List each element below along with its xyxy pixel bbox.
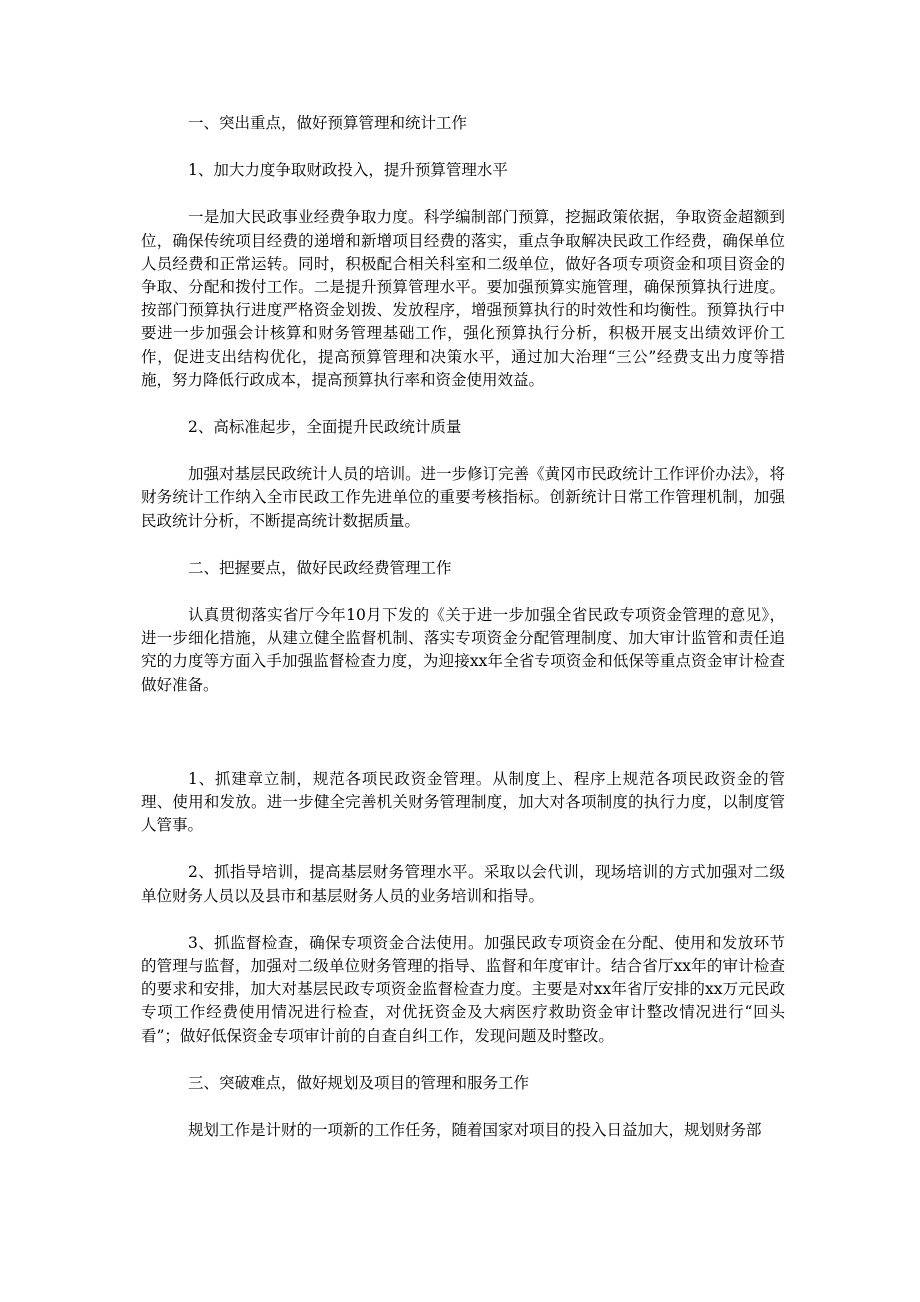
paragraph-planning: 规划工作是计财的一项新的工作任务，随着国家对项目的投入日益加大，规划财务部 — [188, 1121, 762, 1140]
spacer — [141, 1095, 785, 1119]
spacer — [141, 580, 785, 604]
subsection-heading-1-1: 1、加大力度争取财政投入，提升预算管理水平 — [188, 161, 508, 180]
section-heading-1: 一、突出重点，做好预算管理和统计工作 — [188, 114, 468, 132]
spacer — [141, 135, 785, 159]
paragraph-regulations: 1、抓建章立制，规范各项民政资金管理。从制度上、程序上规范各项民政资金的管理、使用和发放。进一步健全完善机关财务管理制度，加大对各项制度的执行力度，以制度管人管事。 — [141, 769, 785, 835]
paragraph-special-funds: 认真贯彻落实省厅今年10月下发的《关于进一步加强全省民政专项资金管理的意见》，进一步细化措施，从建立健全监督机制、落实专项资金分配管理制度、加大审计监管和责任追究的力度等方面入手加强监督检查力度，为迎接xx年全省专项资金和低保等重点资金审计检查做好准备。 — [141, 606, 785, 694]
spacer — [141, 392, 785, 416]
spacer — [141, 837, 785, 861]
spacer — [141, 182, 785, 206]
spacer — [141, 533, 785, 557]
document-body — [141, 112, 785, 1142]
paragraph-supervision: 3、抓监督检查，确保专项资金合法使用。加强民政专项资金在分配、使用和发放环节的管理与监督，加强对二级单位财务管理的指导、监督和年度审计。结合省厅xx年的审计检查的要求和安排，加大对基层民政专项资金监督检查力度。主要是对xx年省厅安排的xx万元民政专项工作经费使用情况进行检查，对优抚资金及大病医疗救助资金审计整改情况进行“回头看”；做好低保资金专项审计前的自查自纠工作，发现问题及时整改。 — [141, 933, 785, 1045]
spacer — [141, 1048, 785, 1072]
paragraph-statistics: 加强对基层民政统计人员的培训。进一步修订完善《黄冈市民政统计工作评价办法》，将财务统计工作纳入全市民政工作先进单位的重要考核指标。创新统计日常工作管理机制，加强民政统计分析，不断提高统计数据质量。 — [141, 465, 785, 530]
paragraph-training: 2、抓指导培训，提高基层财务管理水平。采取以会代训，现场培训的方式加强对二级单位财务人员以及县市和基层财务人员的业务培训和指导。 — [141, 863, 785, 905]
paragraph-budget: 一是加大民政事业经费争取力度。科学编制部门预算，挖掘政策依据，争取资金超额到位，确保传统项目经费的递增和新增项目经费的落实，重点争取解决民政工作经费，确保单位人员经费和正常运转。同时，积极配合相关科室和二级单位，做好各项专项资金和项目资金的争取、分配和拨付工作。二是提升预算管理水平。要加强预算实施管理，确保预算执行进度。按部门预算执行进度严格资金划拨、发放程序，增强预算执行的时效性和均衡性。预算执行中要进一步加强会计核算和财务管理基础工作，强化预算执行分析，积极开展支出绩效评价工作，促进支出结构优化，提高预算管理和决策水平，通过加大治理“三公”经费支出力度等措施，努力降低行政成本，提高预算执行率和资金使用效益。 — [141, 208, 785, 389]
subsection-heading-1-2: 2、高标准起步，全面提升民政统计质量 — [188, 418, 462, 437]
section-heading-3: 三、突破难点，做好规划及项目的管理和服务工作 — [188, 1073, 530, 1092]
spacer — [141, 439, 785, 463]
section-heading-2: 二、把握要点，做好民政经费管理工作 — [188, 558, 452, 577]
spacer — [141, 908, 785, 932]
spacer — [141, 697, 785, 768]
